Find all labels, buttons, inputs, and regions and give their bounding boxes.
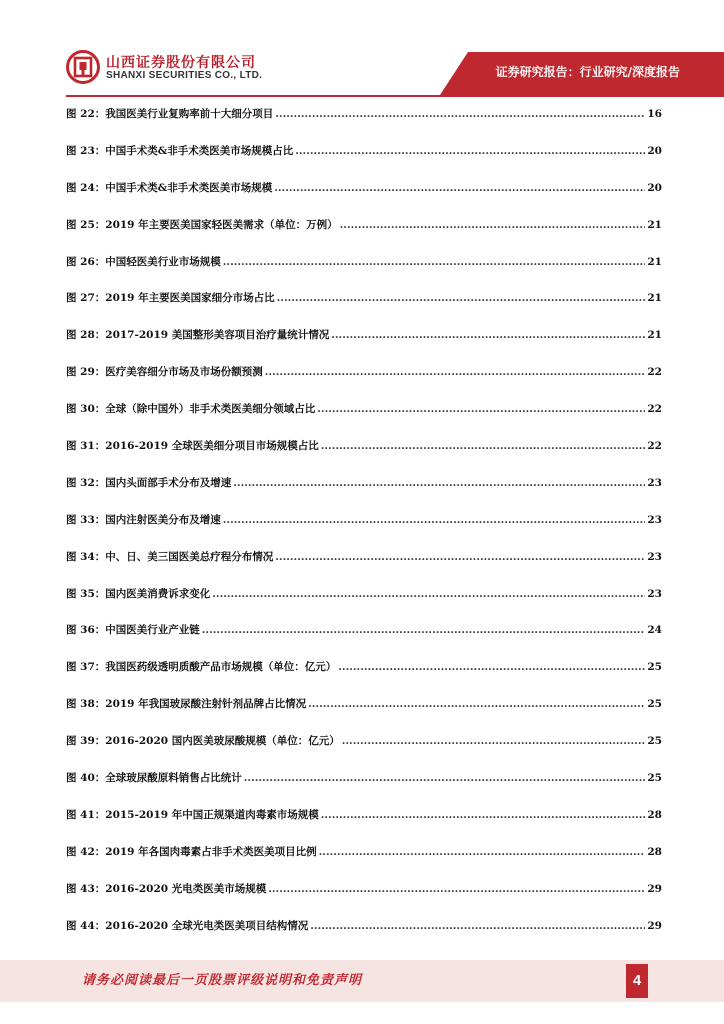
toc-leader-dots	[308, 694, 645, 714]
toc-leader-dots	[202, 620, 646, 640]
toc-entry-label: 图 38：2019 年我国玻尿酸注射针剂品牌占比情况	[66, 698, 307, 711]
toc-entry-page: 25	[647, 772, 662, 785]
header-divider	[66, 95, 724, 97]
toc-entry-label: 图 32：国内头面部手术分布及增速	[66, 476, 232, 489]
toc-entry-label: 图 23：中国手术类&非手术类医美市场规模占比	[66, 144, 294, 157]
toc-entry[interactable]	[66, 620, 662, 657]
toc-entry-label: 图 39：2016-2020 国内医美玻尿酸规模（单位：亿元）	[66, 735, 340, 748]
toc-entry-label: 图 35：国内医美消费诉求变化	[66, 587, 211, 600]
toc-leader-dots	[233, 473, 645, 493]
toc-entry-label: 图 40：全球玻尿酸原料销售占比统计	[66, 772, 242, 785]
toc-leader-dots	[321, 436, 646, 456]
toc-leader-dots	[268, 879, 645, 899]
toc-entry[interactable]	[66, 842, 662, 879]
toc-leader-dots	[319, 842, 646, 862]
toc-leader-dots	[244, 768, 646, 788]
figure-list	[66, 104, 662, 952]
toc-leader-dots	[295, 141, 645, 161]
page-number: 4	[626, 964, 648, 998]
toc-entry-page: 23	[647, 476, 662, 489]
toc-leader-dots	[342, 731, 646, 751]
toc-entry-label: 图 29：医疗美容细分市场及市场份额预测	[66, 366, 263, 379]
toc-leader-dots	[275, 104, 645, 124]
toc-entry-page: 16	[647, 108, 662, 120]
toc-leader-dots	[274, 178, 645, 198]
toc-entry[interactable]	[66, 805, 662, 842]
toc-entry-page: 22	[647, 403, 662, 416]
company-logo-icon	[66, 50, 100, 84]
toc-entry-page: 22	[647, 440, 662, 453]
toc-entry-label: 图 24：中国手术类&非手术类医美市场规模	[66, 181, 273, 194]
toc-entry-page: 29	[647, 882, 662, 895]
toc-entry-page: 23	[647, 587, 662, 600]
toc-entry[interactable]	[66, 252, 662, 289]
toc-entry-label: 图 36：中国医美行业产业链	[66, 624, 200, 637]
toc-entry[interactable]	[66, 436, 662, 473]
toc-entry-page: 21	[647, 292, 662, 305]
toc-entry-label: 图 43：2016-2020 光电类医美市场规模	[66, 882, 267, 895]
toc-entry[interactable]	[66, 916, 662, 953]
toc-entry[interactable]	[66, 104, 662, 141]
toc-entry-label: 图 30：全球（除中国外）非手术类医美细分领域占比	[66, 403, 316, 416]
toc-leader-dots	[331, 325, 645, 345]
toc-entry[interactable]	[66, 879, 662, 916]
toc-entry[interactable]	[66, 141, 662, 178]
report-type-label: 证券研究报告：行业研究/深度报告	[495, 65, 680, 79]
toc-leader-dots	[321, 805, 646, 825]
company-name-en: SHANXI SECURITIES CO., LTD.	[106, 70, 263, 81]
toc-entry-page: 25	[647, 698, 662, 711]
toc-entry[interactable]	[66, 657, 662, 694]
toc-entry-label: 图 34：中、日、美三国医美总疗程分布情况	[66, 550, 274, 563]
toc-entry-label: 图 28：2017-2019 美国整形美容项目治疗量统计情况	[66, 329, 330, 342]
toc-entry-label: 图 41：2015-2019 年中国正规渠道肉毒素市场规模	[66, 808, 319, 821]
toc-entry-page: 28	[647, 845, 662, 858]
toc-entry[interactable]	[66, 178, 662, 215]
toc-leader-dots	[212, 584, 645, 604]
toc-entry-label: 图 26：中国轻医美行业市场规模	[66, 255, 221, 268]
toc-entry[interactable]	[66, 547, 662, 584]
toc-entry[interactable]	[66, 473, 662, 510]
toc-leader-dots	[317, 399, 645, 419]
toc-entry-page: 25	[647, 661, 662, 674]
toc-entry-page: 25	[647, 735, 662, 748]
toc-entry-page: 22	[647, 366, 662, 379]
toc-leader-dots	[223, 252, 646, 272]
toc-entry-label: 图 27：2019 年主要医美国家细分市场占比	[66, 292, 275, 305]
toc-leader-dots	[310, 916, 645, 936]
toc-entry-label: 图 22：我国医美行业复购率前十大细分项目	[66, 108, 274, 120]
toc-entry[interactable]	[66, 694, 662, 731]
toc-entry[interactable]	[66, 584, 662, 621]
toc-leader-dots	[277, 288, 646, 308]
toc-entry-page: 21	[647, 255, 662, 268]
toc-entry[interactable]	[66, 399, 662, 436]
toc-entry[interactable]	[66, 288, 662, 325]
toc-entry-label: 图 37：我国医药级透明质酸产品市场规模（单位：亿元）	[66, 661, 337, 674]
toc-entry[interactable]	[66, 731, 662, 768]
toc-entry[interactable]	[66, 362, 662, 399]
toc-entry-page: 21	[647, 329, 662, 342]
toc-entry-page: 20	[647, 181, 662, 194]
toc-entry[interactable]	[66, 325, 662, 362]
toc-entry-page: 28	[647, 808, 662, 821]
toc-leader-dots	[340, 215, 646, 235]
toc-leader-dots	[223, 510, 646, 530]
page-header	[0, 0, 724, 95]
toc-entry-label: 图 25：2019 年主要医美国家轻医美需求（单位：万例）	[66, 218, 338, 231]
toc-entry[interactable]	[66, 768, 662, 805]
toc-entry-label: 图 33：国内注射医美分布及增速	[66, 513, 221, 526]
company-name-cn: 山西证券股份有限公司	[106, 55, 256, 71]
toc-leader-dots	[338, 657, 645, 677]
toc-entry-label: 图 31：2016-2019 全球医美细分项目市场规模占比	[66, 440, 319, 453]
toc-entry[interactable]	[66, 215, 662, 252]
toc-entry[interactable]	[66, 510, 662, 547]
toc-entry-page: 23	[647, 550, 662, 563]
toc-entry-page: 20	[647, 144, 662, 157]
toc-entry-label: 图 44：2016-2020 全球光电类医美项目结构情况	[66, 919, 309, 932]
toc-entry-page: 23	[647, 513, 662, 526]
toc-entry-label: 图 42：2019 年各国肉毒素占非手术类医美项目比例	[66, 845, 317, 858]
toc-leader-dots	[265, 362, 646, 382]
footer-disclaimer: 请务必阅读最后一页股票评级说明和免责声明	[82, 973, 363, 988]
toc-entry-page: 24	[647, 624, 662, 637]
toc-leader-dots	[275, 547, 645, 567]
toc-entry-page: 29	[647, 919, 662, 932]
toc-entry-page: 21	[647, 218, 662, 231]
